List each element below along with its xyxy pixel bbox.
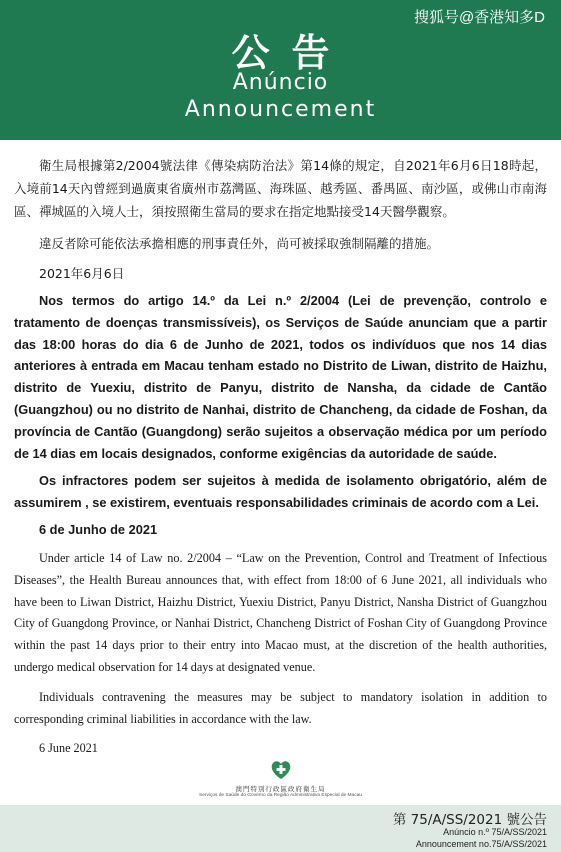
portuguese-date: 6 de Junho de 2021	[39, 521, 158, 537]
watermark: 搜狐号@香港知多D	[413, 9, 545, 26]
chinese-paragraph-1: 衛生局根據第2/2004號法律《傳染病防治法》第14條的規定，自2021年6月6日18時起，入境前14天內曾經到過廣東省廣州市荔灣區、海珠區、越秀區、番禺區、南沙區，或佛山市南海區、禪城區的入境人士，須按照衛生當局的要求在指定地點接受14天醫學觀察。	[14, 158, 547, 219]
announcement-footer	[0, 805, 561, 852]
title-english: Announcement	[184, 97, 377, 122]
chinese-date: 2021年6月6日	[39, 266, 125, 281]
announcement-header	[0, 0, 561, 140]
title-portuguese: Anúncio	[232, 70, 329, 95]
english-date: 6 June 2021	[39, 741, 98, 756]
health-bureau-logo	[0, 760, 561, 798]
portuguese-paragraph-2: Os infractores podem ser sujeitos à medida de isolamento obrigatório, além de assumirem , se existirem, eventuais responsabilidades criminais de acordo com a Lei.	[14, 473, 547, 511]
announcement-body	[14, 154, 547, 758]
health-bureau-name-chinese: 澳門特別行政區政府衛生局	[235, 785, 326, 793]
announcement-number-english: Announcement no.75/A/SS/2021	[415, 839, 547, 849]
announcement-number-portuguese: Anúncio n.º 75/A/SS/2021	[443, 827, 547, 837]
portuguese-paragraph-1: Nos termos do artigo 14.º da Lei n.º 2/2004 (Lei de prevenção, controlo e tratamento de doenças transmissíveis), os Serviços de Saúde anunciam que a partir das 18:00 horas do dia 6 de Junho de 2021, todos os indivíduos que nos 14 dias anteriores à entrada em Macau tenham estado no Distrito de Liwan, distrito de Haizhu, distrito de Yuexiu, distrito de Panyu, distrito de Nansha, da cidade de Cantão (Guangzhou) ou no distrito de Nanhai, distrito de Chancheng, da cidade de Foshan, da província de Cantão (Guangdong) serão sujeitos a observação médica por um período de 14 dias em locais designados, conforme exigências da autoridade de saúde.	[14, 293, 547, 461]
announcement-number-chinese: 第 75/A/SS/2021 號公告	[392, 812, 547, 828]
chinese-paragraph-2: 違反者除可能依法承擔相應的刑事責任外，尚可被採取強制隔離的措施。	[39, 236, 440, 251]
health-bureau-name-portuguese: Serviços de Saúde do Governo da Região Administrativa Especial de Macau	[199, 793, 362, 798]
english-paragraph-2: Individuals contravening the measures may be subject to mandatory isolation in addition to corresponding criminal liabilities in accordance with the law.	[14, 689, 547, 726]
health-bureau-emblem-icon	[270, 760, 292, 784]
title-chinese: 公告	[231, 31, 352, 75]
english-paragraph-1: Under article 14 of Law no. 2/2004 – “Law on the Prevention, Control and Treatment of Infectious Diseases”, the Health Bureau announces that, with effect from 18:00 of 6 June 2021, all individuals who have been to Liwan District, Haizhu District, Yuexiu District, Panyu District, Nansha District of Guangzhou City of Guangdong Province, or Nanhai District, Chancheng District of Foshan City of Guangdong Province within the past 14 days prior to their entry into Macao must, at the discretion of the health authorities, undergo medical observation for 14 days at designated venue.	[14, 550, 547, 674]
